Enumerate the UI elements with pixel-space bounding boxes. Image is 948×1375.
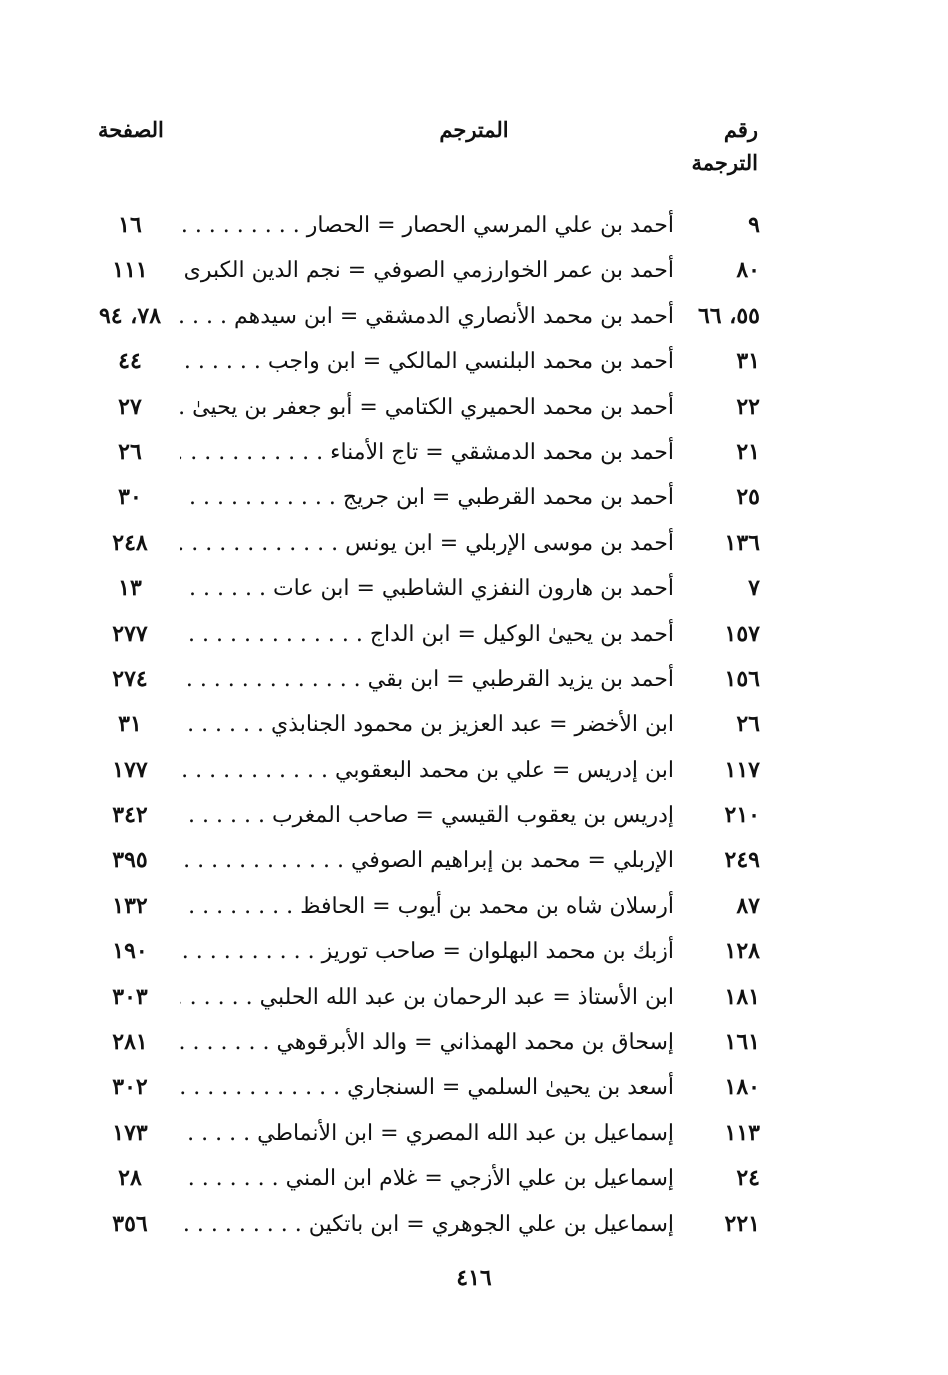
entry-number: ٢٥	[736, 484, 760, 511]
entry-page: ٢٧	[118, 393, 142, 420]
index-entry	[90, 203, 760, 248]
index-entry	[90, 929, 760, 974]
entry-name: ابن الأخضر = عبد العزيز بن محمود الجنابذي . . .	[180, 702, 674, 747]
column-header-page: الصفحة	[98, 117, 164, 142]
entry-number: ٢٤٩	[724, 847, 760, 874]
index-entry	[90, 566, 760, 611]
entry-number: ٢٦	[736, 711, 760, 738]
index-entry	[90, 793, 760, 838]
index-entry	[90, 838, 760, 883]
column-header-name: المترجم	[439, 117, 509, 142]
entry-page: ٢٨	[118, 1165, 142, 1192]
entry-page: ١٧٣	[112, 1119, 148, 1146]
index-entry	[90, 339, 760, 384]
entry-page: ٢٧٧	[112, 620, 148, 647]
entry-name: ابن إدريس = علي بن محمد البعقوبي . . .	[180, 748, 674, 793]
entry-name: أسعد بن يحيىٰ السلمي = السنجاري . . .	[180, 1065, 674, 1110]
entry-page: ٤٤	[118, 348, 142, 375]
entry-name: أحمد بن محمد الدمشقي = تاج الأمناء . . .	[180, 430, 674, 475]
index-entry	[90, 521, 760, 566]
index-entry	[90, 1020, 760, 1065]
index-entry	[90, 430, 760, 475]
index-entry	[90, 702, 760, 747]
index-entry	[90, 748, 760, 793]
entry-number: ١٥٦	[724, 665, 760, 692]
entry-number: ٧	[748, 575, 760, 602]
entry-number: ١٥٧	[724, 620, 760, 647]
entry-number: ٢١٠	[724, 802, 760, 829]
entry-name: الإربلي = محمد بن إبراهيم الصوفي . . .	[180, 838, 674, 883]
page-number: ٤١٦	[456, 1265, 492, 1291]
entry-page: ١١١	[112, 257, 148, 284]
entry-page: ١٦	[118, 212, 142, 238]
entry-name: أحمد بن محمد الأنصاري الدمشقي = ابن سيدهم . . .	[180, 294, 674, 339]
index-entry	[90, 657, 760, 702]
entry-page: ٣٤٢	[112, 802, 148, 829]
column-header-number-line1: رقم	[723, 117, 758, 142]
entry-page: ٢٧٤	[112, 665, 148, 692]
entry-number: ٢١	[736, 438, 760, 465]
entry-page: ١٧٧	[112, 756, 148, 783]
entry-number: ١١٧	[724, 756, 760, 783]
entry-page: ٣٩٥	[112, 847, 148, 874]
entry-page: ١٣	[118, 575, 142, 602]
index-entries-list	[90, 203, 760, 1247]
entry-page: ٢٤٨	[112, 529, 148, 556]
entry-page: ٣٠٣	[112, 983, 148, 1010]
entry-page: ٣٥٦	[112, 1210, 148, 1237]
entry-number: ٢٢١	[724, 1210, 760, 1237]
entry-name: أحمد بن علي المرسي الحصار = الحصار . . .	[180, 203, 674, 248]
entry-name: أحمد بن محمد القرطبي = ابن جريج . . .	[180, 475, 674, 520]
entry-name: أرسلان شاه بن محمد بن أيوب = الحافظ . . .	[180, 884, 674, 929]
entry-number: ١٦١	[724, 1029, 760, 1056]
index-entry	[90, 975, 760, 1020]
entry-name: أحمد بن عمر الخوارزمي الصوفي = نجم الدين الكبرى . . .	[180, 248, 674, 293]
index-entry	[90, 475, 760, 520]
index-entry	[90, 1156, 760, 1201]
index-entry	[90, 385, 760, 430]
column-header-number-line2: الترجمة	[691, 150, 758, 176]
entry-number: ٢٤	[736, 1165, 760, 1192]
entry-page: ٧٨، ٩٤	[98, 302, 162, 329]
entry-page: ١٩٠	[112, 938, 148, 965]
entry-name: إسماعيل بن علي الجوهري = ابن باتكين . . .	[180, 1202, 674, 1247]
entry-page: ٢٦	[118, 438, 142, 465]
index-entry	[90, 294, 760, 339]
entry-number: ١٢٨	[724, 938, 760, 965]
entry-name: أحمد بن هارون النفزي الشاطبي = ابن عات . . .	[180, 566, 674, 611]
index-entry	[90, 248, 760, 293]
entry-name: أحمد بن محمد الحميري الكتامي = أبو جعفر بن يحيىٰ . . .	[180, 385, 674, 430]
entry-name: أحمد بن محمد البلنسي المالكي = ابن واجب . . .	[180, 339, 674, 384]
entry-name: ابن الأستاذ = عبد الرحمان بن عبد الله الحلبي . . .	[180, 975, 674, 1020]
entry-number: ٥٥، ٦٦	[697, 302, 760, 329]
entry-number: ٨٧	[736, 892, 760, 919]
index-entry	[90, 1111, 760, 1156]
entry-number: ٨٠	[736, 257, 760, 284]
index-entry	[90, 884, 760, 929]
entry-number: ٣١	[736, 348, 760, 375]
entry-page: ١٣٢	[112, 892, 148, 919]
entry-number: ٢٢	[736, 393, 760, 420]
entry-name: إسحاق بن محمد الهمذاني = والد الأبرقوهي . . .	[180, 1020, 674, 1065]
entry-name: أحمد بن يحيىٰ الوكيل = ابن الداج . . .	[180, 612, 674, 657]
entry-name: أحمد بن موسى الإربلي = ابن يونس . . .	[180, 521, 674, 566]
entry-name: أزبك بن محمد البهلوان = صاحب توريز . . .	[180, 929, 674, 974]
entry-page: ٣١	[118, 711, 142, 738]
entry-number: ١٣٦	[724, 529, 760, 556]
entry-name: أحمد بن يزيد القرطبي = ابن بقي . . .	[180, 657, 674, 702]
index-entry	[90, 1065, 760, 1110]
entry-page: ٣٠٢	[112, 1074, 148, 1101]
entry-name: إسماعيل بن عبد الله المصري = ابن الأنماطي . . .	[180, 1111, 674, 1156]
entry-number: ٩	[748, 212, 760, 238]
entry-page: ٢٨١	[112, 1029, 148, 1056]
index-entry	[90, 612, 760, 657]
entry-number: ١٨٠	[724, 1074, 760, 1101]
entry-page: ٣٠	[118, 484, 142, 511]
index-entry	[90, 1202, 760, 1247]
entry-name: إسماعيل بن علي الأزجي = غلام ابن المني . . .	[180, 1156, 674, 1201]
entry-number: ١١٣	[724, 1119, 760, 1146]
entry-number: ١٨١	[724, 983, 760, 1010]
entry-name: إدريس بن يعقوب القيسي = صاحب المغرب . . .	[180, 793, 674, 838]
